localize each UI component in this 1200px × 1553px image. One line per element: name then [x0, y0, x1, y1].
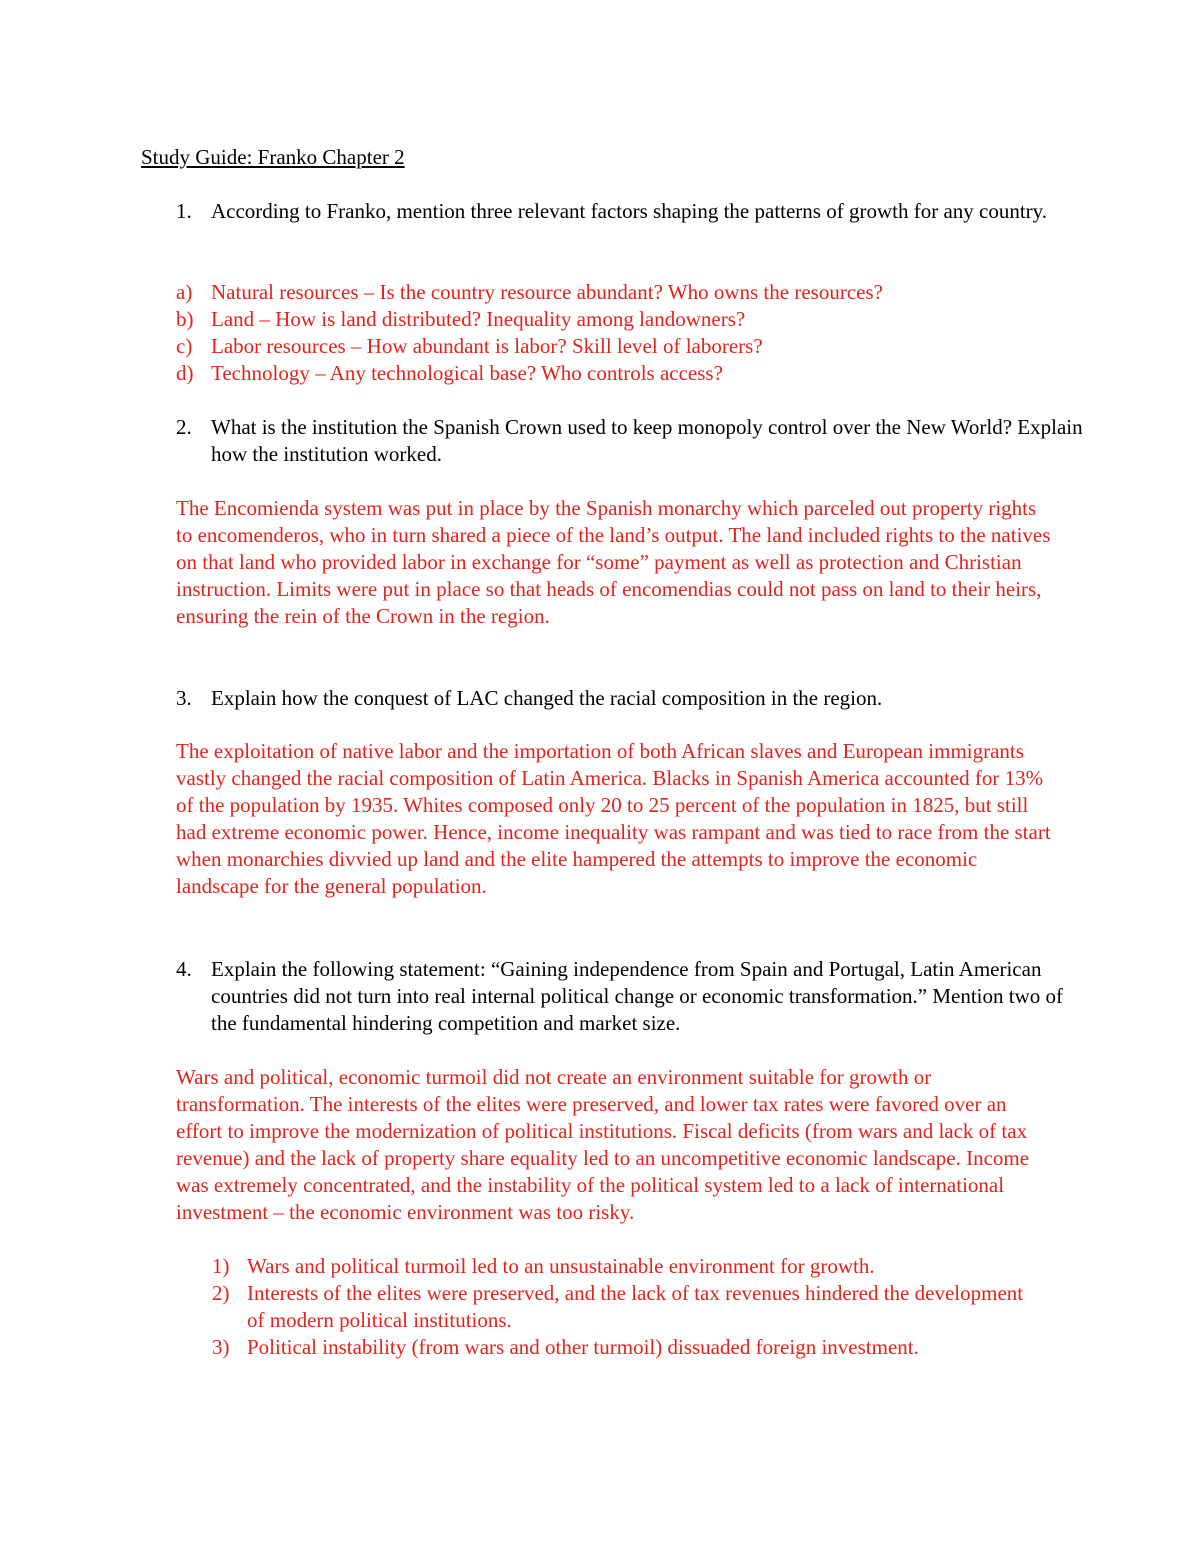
question-text: What is the institution the Spanish Crown used to keep monopoly control over the New World? Explain how the institution worked.	[211, 415, 1083, 466]
list-item-label: b)	[176, 307, 194, 331]
question-4-answer: Wars and political, economic turmoil did not create an environment suitable for growth or transformation. The interests of the elites were preserved, and lower tax rates were favored over an effort to improve the modernization of political institutions. Fiscal deficits (from wars and lack of tax revenue) and the lack of property share equality led to an uncompetitive economic landscape. Income was extremely concentrated, and the instability of the political system led to a lack of international investment – the economic environment was too risky.	[176, 1065, 1030, 1224]
question-number: 1.	[176, 199, 192, 223]
list-item	[212, 1253, 1032, 1280]
list-item-text: Wars and political turmoil led to an unsustainable environment for growth.	[247, 1254, 875, 1278]
list-item-text: Labor resources – How abundant is labor? Skill level of laborers?	[211, 334, 763, 358]
list-item-label: 3)	[212, 1335, 230, 1359]
list-item	[176, 333, 1056, 360]
list-item-label: 2)	[212, 1281, 230, 1305]
question-4	[176, 956, 1091, 1037]
question-number: 4.	[176, 957, 192, 981]
list-item-text: Land – How is land distributed? Inequality among landowners?	[211, 307, 746, 331]
list-item-text: Interests of the elites were preserved, and the lack of tax revenues hindered the development of modern political institutions.	[247, 1281, 1024, 1332]
list-item-text: Political instability (from wars and other turmoil) dissuaded foreign investment.	[247, 1335, 919, 1359]
list-item-label: a)	[176, 280, 193, 304]
question-1	[176, 198, 1091, 225]
list-item-label: d)	[176, 361, 194, 385]
list-item	[176, 360, 1056, 387]
question-3	[176, 685, 1091, 712]
list-item	[212, 1334, 1032, 1361]
question-1-answers	[176, 279, 1056, 387]
list-item-label: c)	[176, 334, 193, 358]
question-text: Explain the following statement: “Gaining independence from Spain and Portugal, Latin American countries did not turn into real internal political change or economic transformation.” Mention two of the fundamental hindering competition and market size.	[211, 957, 1064, 1035]
list-item-text: Technology – Any technological base? Who controls access?	[211, 361, 723, 385]
page-title: Study Guide: Franko Chapter 2	[141, 145, 405, 169]
list-item-text: Natural resources – Is the country resource abundant? Who owns the resources?	[211, 280, 883, 304]
list-item	[176, 306, 1056, 333]
list-item	[176, 279, 1056, 306]
list-item	[212, 1280, 1032, 1334]
question-text: According to Franko, mention three relevant factors shaping the patterns of growth for any country.	[211, 199, 1048, 223]
question-3-answer: The exploitation of native labor and the importation of both African slaves and European immigrants vastly changed the racial composition of Latin America. Blacks in Spanish America accounted for 13% of the population by 1935. Whites composed only 20 to 25 percent of the population in 1825, but still had extreme economic power. Hence, income inequality was rampant and was tied to race from the start when monarchies divvied up land and the elite hampered the attempts to improve the economic landscape for the general population.	[176, 739, 1051, 898]
list-item-label: 1)	[212, 1254, 230, 1278]
question-2-answer: The Encomienda system was put in place by the Spanish monarchy which parceled out property rights to encomenderos, who in turn shared a piece of the land’s output. The land included rights to the natives on that land who provided labor in exchange for “some” payment as well as protection and Christian instruction. Limits were put in place so that heads of encomendias could not pass on land to their heirs, ensuring the rein of the Crown in the region.	[176, 496, 1051, 628]
question-text: Explain how the conquest of LAC changed the racial composition in the region.	[211, 686, 883, 710]
question-2	[176, 414, 1091, 468]
question-number: 3.	[176, 686, 192, 710]
question-4-points	[212, 1253, 1032, 1361]
question-number: 2.	[176, 415, 192, 439]
